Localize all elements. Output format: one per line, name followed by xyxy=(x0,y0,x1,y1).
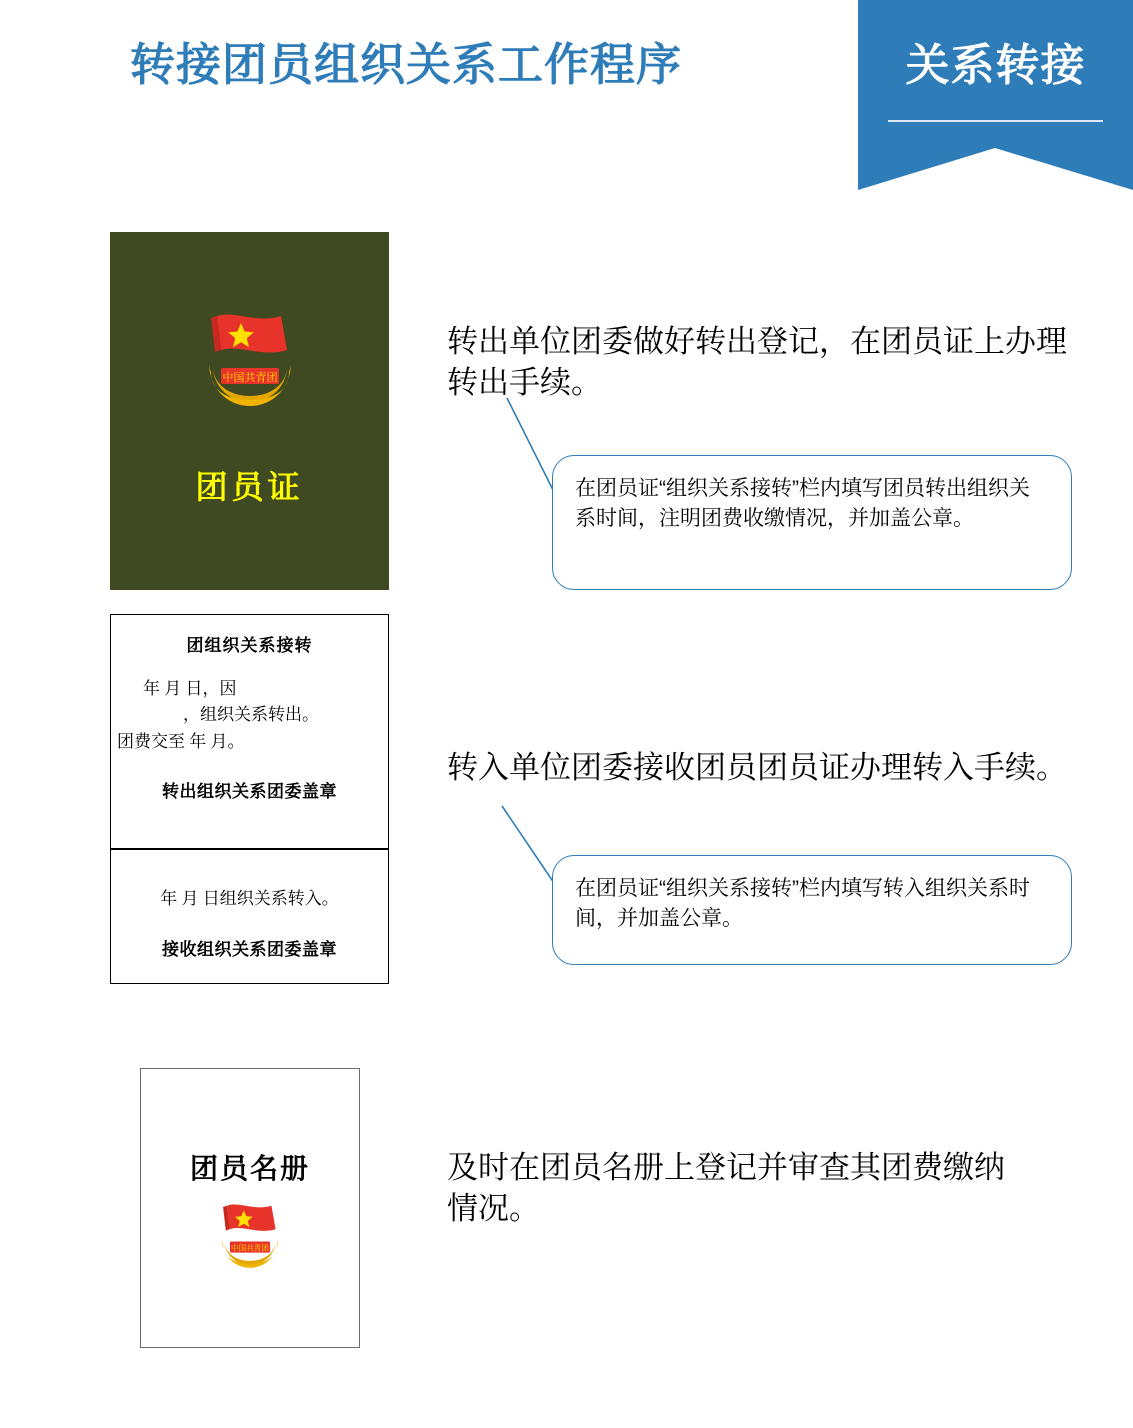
callout-text-2: 在团员证“组织关系接转”栏内填写转入组织关系时间，并加盖公章。 xyxy=(575,877,1030,931)
step-text-register: 及时在团员名册上登记并审查其团费缴纳情况。 xyxy=(447,1150,1005,1226)
header-banner xyxy=(858,0,1133,200)
step-text-transfer-out: 转出单位团委做好转出登记，在团员证上办理转出手续。 xyxy=(447,324,1067,400)
cert-page-line-2: ，组织关系转出。 xyxy=(183,705,319,725)
cert-page-stamp-label-in: 接收组织关系团委盖章 xyxy=(162,940,337,959)
banner-label: 关系转接 xyxy=(905,41,1086,90)
step-text-transfer-in: 转入单位团委接收团员团员证办理转入手续。 xyxy=(447,750,1067,785)
page-title: 转接团员组织关系工作程序 xyxy=(130,39,683,90)
member-roster-label: 团员名册 xyxy=(189,1154,310,1185)
cert-page-in-line-1: 年 月 日组织关系转入。 xyxy=(160,889,339,908)
callout-bubble-transfer-in xyxy=(552,855,1072,965)
page-header xyxy=(0,0,1133,200)
member-card-graphic xyxy=(110,232,389,590)
certificate-page-transfer-in xyxy=(110,849,389,984)
cert-page-title: 团组织关系接转 xyxy=(186,636,313,655)
banner-divider xyxy=(888,120,1103,122)
communist-youth-league-emblem-icon xyxy=(195,310,305,410)
certificate-page-transfer-out xyxy=(110,614,389,849)
svg-text:中国共青团: 中国共青团 xyxy=(222,371,277,384)
callout-bubble-transfer-out xyxy=(552,455,1072,590)
cert-page-line-1: 年 月 日，因 xyxy=(143,679,237,698)
banner-arrow-shape xyxy=(858,148,1133,190)
svg-text:中国共青团: 中国共青团 xyxy=(231,1243,269,1253)
communist-youth-league-emblem-icon xyxy=(212,1201,288,1271)
callout-text-1: 在团员证“组织关系接转”栏内填写团员转出组织关系时间，注明团费收缴情况，并加盖公章。 xyxy=(575,477,1030,531)
cert-page-line-3: 团费交至 年 月。 xyxy=(117,731,245,751)
member-roster-graphic xyxy=(140,1068,360,1348)
member-card-label: 团员证 xyxy=(195,469,304,505)
cert-page-stamp-label-out: 转出组织关系团委盖章 xyxy=(162,782,337,802)
